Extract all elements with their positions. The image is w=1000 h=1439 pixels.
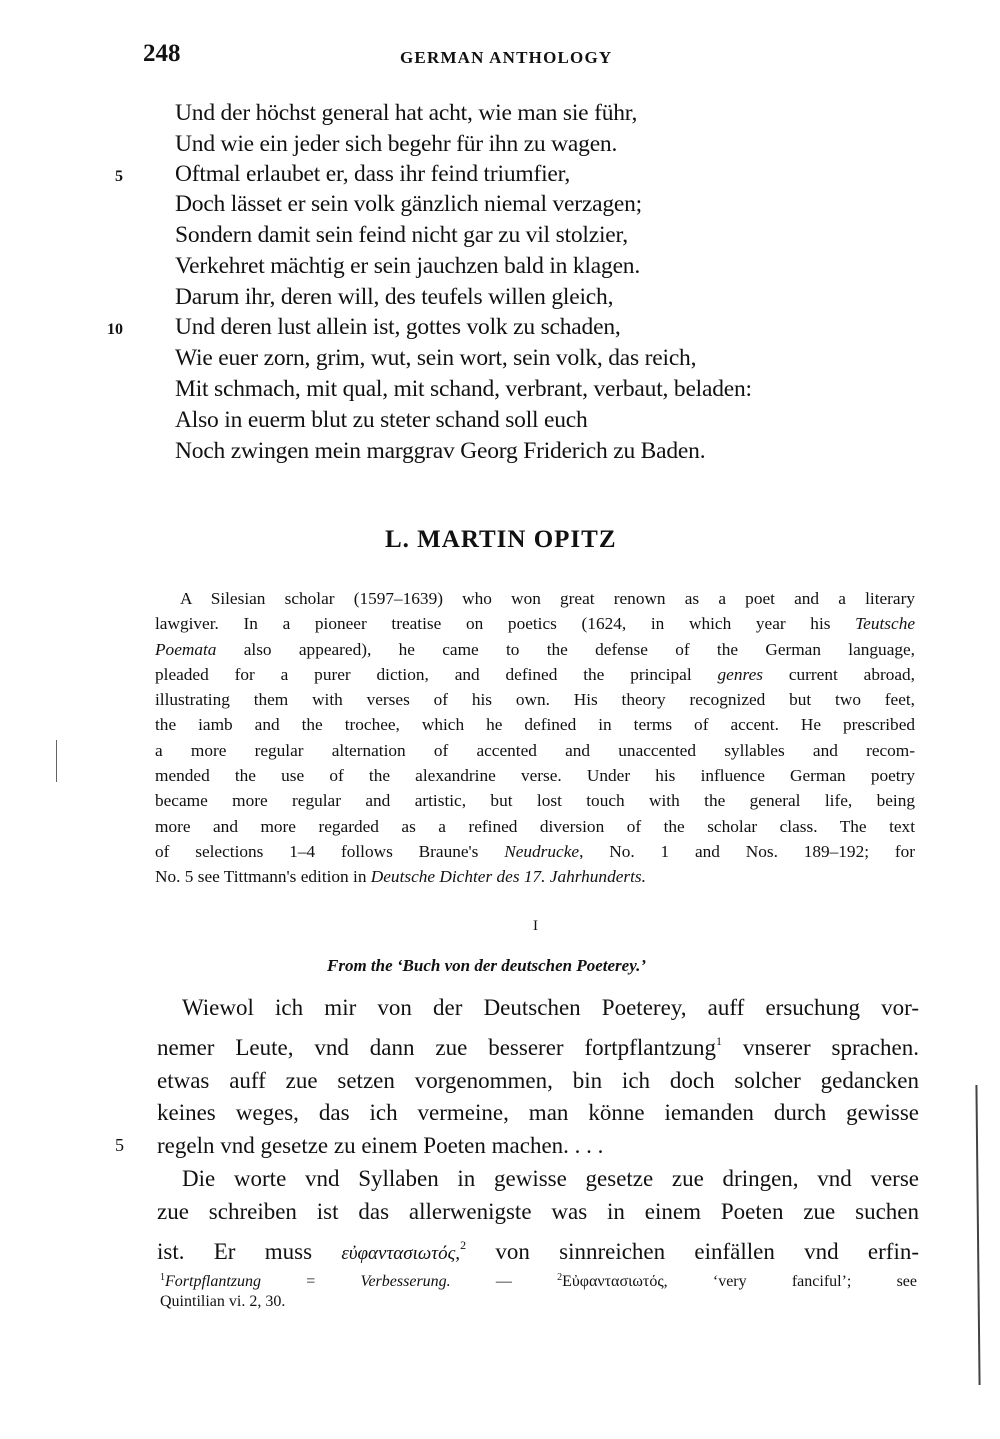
intro-line — [155, 637, 915, 662]
intro-line: a more regular alternation of accented and unaccented syllables and recom- — [155, 740, 915, 760]
footnote-definition: Verbesserung. — [360, 1273, 451, 1290]
intro-text: pleaded for a purer diction, and defined the principal — [155, 664, 718, 684]
poem-line: Verkehret mächtig er sein jauchzen bald in klagen. — [175, 253, 641, 279]
poem-line: Doch lässet er sein volk gänzlich niemal verzagen; — [175, 191, 642, 217]
intro-line: more and more regarded as a refined diversion of the scholar class. The text — [155, 816, 915, 836]
poem-line: Und deren lust allein ist, gottes volk zu schaden, — [175, 314, 621, 340]
prose-line — [157, 1025, 919, 1065]
greek-word: εὐφαντασιωτός, — [341, 1242, 461, 1264]
author-introduction — [155, 586, 915, 890]
footnote-marker: 2 — [557, 1272, 563, 1283]
section-title: L. MARTIN OPITZ — [385, 526, 617, 553]
line-number: 5 — [115, 168, 123, 185]
book-title: Deutsche Dichter des 17. Jahrhunderts. — [370, 867, 646, 887]
italic-term: genres — [717, 664, 763, 684]
prose-text: vnserer sprachen. — [722, 1034, 920, 1060]
prose-line — [157, 1229, 919, 1271]
poem-line: Darum ihr, deren will, des teufels willen gleich, — [175, 284, 614, 310]
intro-text: of selections 1–4 follows Braune's — [155, 841, 505, 861]
intro-line: became more regular and artistic, but lost touch with the general life, being — [155, 791, 915, 811]
intro-line: mended the use of the alexandrine verse. Under his influence German poetry — [155, 766, 915, 786]
poem-line: Wie euer zorn, grim, wut, sein wort, sein volk, das reich, — [175, 345, 697, 371]
line-number: 10 — [107, 321, 123, 338]
intro-line — [155, 839, 915, 864]
prose-line: zue schreiben ist das allerwenigste was in einem Poeten zue suchen — [157, 1198, 919, 1224]
prose-line: keines weges, das ich vermeine, man könne iemanden durch gewisse — [157, 1100, 919, 1126]
prose-line: regeln vnd gesetze zu einem Poeten machen. . . . — [157, 1133, 604, 1159]
footnote-line: Quintilian vi. 2, 30. — [160, 1293, 286, 1310]
prose-text: von sinnreichen einfällen vnd erfin- — [466, 1238, 920, 1264]
intro-line — [155, 611, 915, 636]
footnote-ref[interactable]: 1 — [716, 1033, 723, 1048]
footnote-text: — — [450, 1273, 558, 1290]
poem-line: Mit schmach, mit qual, mit schand, verbrant, verbaut, beladen: — [175, 376, 752, 402]
footnote-line — [160, 1268, 917, 1292]
poem-line: Noch zwingen mein marggrav Georg Friderich zu Baden. — [175, 438, 706, 464]
footnote-ref[interactable]: 2 — [460, 1237, 467, 1252]
book-title: Poemata — [155, 639, 217, 659]
poem-line: Oftmal erlaubet er, dass ihr feind triumfier, — [175, 161, 570, 187]
prose-text: nemer Leute, vnd dann zue besserer fortpflantzung — [157, 1034, 717, 1060]
intro-text: lawgiver. In a pioneer treatise on poetics (1624, in which year his — [155, 614, 856, 634]
footnote-text: = — [261, 1273, 361, 1290]
intro-line: A Silesian scholar (1597–1639) who won great renown as a poet and a literary — [180, 589, 915, 608]
intro-line — [155, 662, 915, 687]
running-title: GERMAN ANTHOLOGY — [400, 48, 613, 67]
book-title: Teutsche — [855, 614, 915, 634]
intro-line: the iamb and the trochee, which he defined in terms of accent. He prescribed — [155, 715, 915, 735]
poem-line: Sondern damit sein feind nicht gar zu vil stolzier, — [175, 222, 628, 248]
footnote-term: Εὐφαντασιωτός, — [562, 1273, 668, 1290]
intro-text: , No. 1 and Nos. 189–192; for — [579, 841, 915, 861]
selection-text — [157, 992, 919, 1270]
intro-line — [155, 864, 915, 889]
footnote-marker: 1 — [160, 1272, 165, 1283]
book-title: Neudrucke — [504, 841, 580, 861]
poem-line: Also in euerm blut zu steter schand soll euch — [175, 407, 588, 433]
poem-line: Und wie ein jeder sich begehr für ihn zu wagen. — [175, 131, 618, 157]
poem-line: Und der höchst general hat acht, wie man sie führ, — [175, 100, 638, 126]
page-number: 248 — [143, 40, 181, 67]
scan-artifact-left — [56, 740, 57, 782]
intro-text: No. 5 see Tittmann's edition in — [155, 867, 371, 887]
prose-line: Wiewol ich mir von der Deutschen Poeterey, auff ersuchung vor- — [182, 995, 919, 1020]
footnote-term: Fortpflantzung — [165, 1273, 262, 1290]
prose-text: ist. Er muss — [157, 1238, 342, 1264]
selection-number: I — [533, 918, 538, 934]
intro-text: also appeared), he came to the defense of the German language, — [216, 639, 915, 659]
intro-line: illustrating them with verses of his own. His theory recognized but two feet, — [155, 690, 915, 710]
prose-line: Die worte vnd Syllaben in gewisse gesetze zue dringen, vnd verse — [182, 1165, 919, 1191]
prose-line: etwas auff zue setzen vorgenommen, bin ich doch solcher gedancken — [157, 1067, 919, 1093]
footnote-text: ‘very fanciful’; see — [667, 1273, 917, 1290]
line-number: 5 — [115, 1135, 124, 1155]
selection-title: From the ‘Buch von der deutschen Poeterey.’ — [327, 956, 647, 975]
scan-artifact-right — [975, 1085, 980, 1385]
footnotes — [160, 1268, 917, 1312]
intro-text: current abroad, — [762, 664, 915, 684]
